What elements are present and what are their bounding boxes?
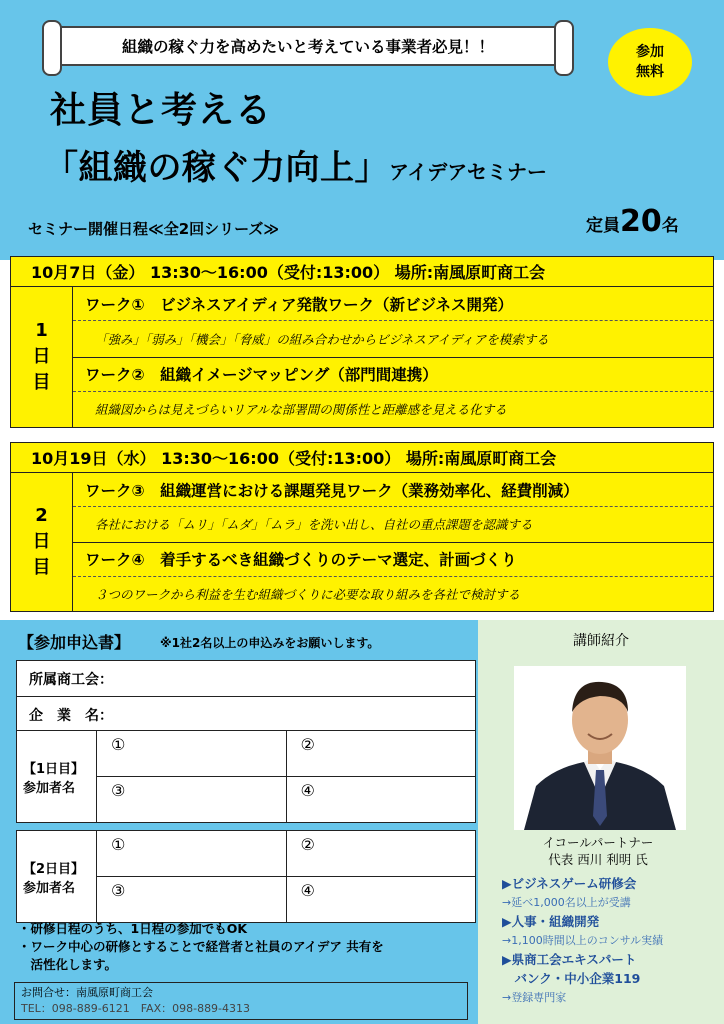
day2-participant-4[interactable]: ④ [286,877,476,923]
day1-participant-4[interactable]: ④ [286,777,476,823]
notes-list [18,920,384,974]
target-banner: 組織の稼ぐ力を高めたいと考えている事業者必見！！ [48,26,568,66]
day1-participants-label [17,731,97,823]
day2-participants-table [16,830,476,923]
day2-participant-1[interactable]: ① [97,831,287,877]
chamber-field[interactable]: 所属商工会： [17,661,476,697]
schedule-label: セミナー開催日程≪全2回シリーズ≫ [28,220,280,238]
lecturer-company: イコールパートナー [542,835,654,850]
day1-participants-table [16,730,476,823]
lecturer-title: 講師紹介 [573,633,629,649]
lecturer-name: 代表 西川 利明 氏 [548,852,648,867]
day2-participants-label-b: 参加者名 [23,880,76,896]
work3-desc: 各社における「ムリ」「ムダ」「ムラ」を洗い出し、自社の重点課題を認識する [73,507,713,543]
credential-3-title-cont: バンク・中小企業119 [502,971,641,986]
capacity [586,204,679,239]
free-badge [608,28,692,96]
day1-participants-label-b: 参加者名 [23,780,76,796]
day1-block [10,256,714,428]
capacity-suffix: 名 [661,216,679,236]
credential-1-detail: →延べ1,000名以上が受講 [502,896,631,909]
title-sub: アイデアセミナー [389,160,547,184]
person-portrait-icon [514,666,686,830]
header-area [0,0,724,260]
credential-2-detail: →1,100時間以上のコンサル実績 [502,934,664,947]
day2-label-day: 日 [32,531,51,552]
day2-label-num: 2 [35,505,48,526]
day2-block [10,442,714,612]
work2-desc: 組織図からは見えづらいリアルな部署間の関係性と距離感を見える化する [95,402,507,418]
note-1: ・研修日程のうち、1日程の参加でもOK [18,921,248,936]
lecturer-photo [514,666,686,830]
title-line2 [44,140,547,189]
day1-participant-2[interactable]: ② [286,731,476,777]
lecturer-panel [478,620,724,1024]
work1-title: ワーク① ビジネスアイディア発散ワーク（新ビジネス開発） [73,287,713,321]
day2-participants-label [17,831,97,923]
lecturer-name-block [498,834,698,868]
form-note: ※1社2名以上の申込みをお願いします。 [160,636,380,650]
capacity-number: 20 [620,204,662,239]
form-title: 【参加申込書】 [18,633,131,652]
day1-header: 10月7日（金） 13:30～16:00（受付:13:00） 場所:南風原町商工会 [11,257,713,287]
day2-participant-3[interactable]: ③ [97,877,287,923]
lecturer-credentials [502,874,663,1007]
day2-header: 10月19日（水） 13:30～16:00（受付:13:00） 場所:南風原町商工会 [11,443,713,473]
badge-line2: 無料 [636,64,664,80]
title-line1: 社員と考える [50,90,273,131]
day1-label [11,287,73,427]
work4-title: ワーク④ 着手するべき組織づくりのテーマ選定、計画づくり [73,543,713,577]
contact-phone: TEL：098-889-6121 FAX：098-889-4313 [21,1002,251,1015]
credential-1-title: ▶ビジネスゲーム研修会 [502,876,637,891]
badge-line1: 参加 [636,44,664,60]
credential-2-title: ▶人事・組織開発 [502,914,600,929]
day1-label-me: 目 [32,372,51,393]
note-2: ・ワーク中心の研修とすることで経営者と社員のアイデア 共有を [18,939,384,954]
contact-box [14,982,468,1020]
contact-org: お問合せ：南風原町商工会 [21,986,153,999]
title-main: 「組織の稼ぐ力向上」 [44,148,389,188]
company-info-table [16,660,476,733]
day2-participants-label-a: 【2日目】 [23,861,85,877]
day1-label-day: 日 [32,346,51,367]
day2-label-me: 目 [32,557,51,578]
day1-participant-1[interactable]: ① [97,731,287,777]
application-form [0,620,478,1024]
work4-desc: ３つのワークから利益を生む組織づくりに必要な取り組みを各社で検討する [95,586,521,602]
credential-3-title: ▶県商工会エキスパート [502,952,637,967]
day2-label [11,473,73,611]
day1-label-num: 1 [35,320,48,341]
work1-desc: 「強み」「弱み」「機会」「脅威」の組み合わせからビジネスアイディアを模索する [73,321,713,358]
day1-participants-label-a: 【1日目】 [23,761,85,777]
credential-3-detail: →登録専門家 [502,991,567,1004]
note-3: 活性化します。 [18,957,118,972]
day1-participant-3[interactable]: ③ [97,777,287,823]
day2-participant-2[interactable]: ② [286,831,476,877]
work2-title: ワーク② 組織イメージマッピング（部門間連携） [73,358,713,392]
work3-title: ワーク③ 組織運営における課題発見ワーク（業務効率化、経費削減） [73,473,713,507]
company-field[interactable]: 企 業 名： [17,697,476,733]
capacity-prefix: 定員 [586,216,620,236]
